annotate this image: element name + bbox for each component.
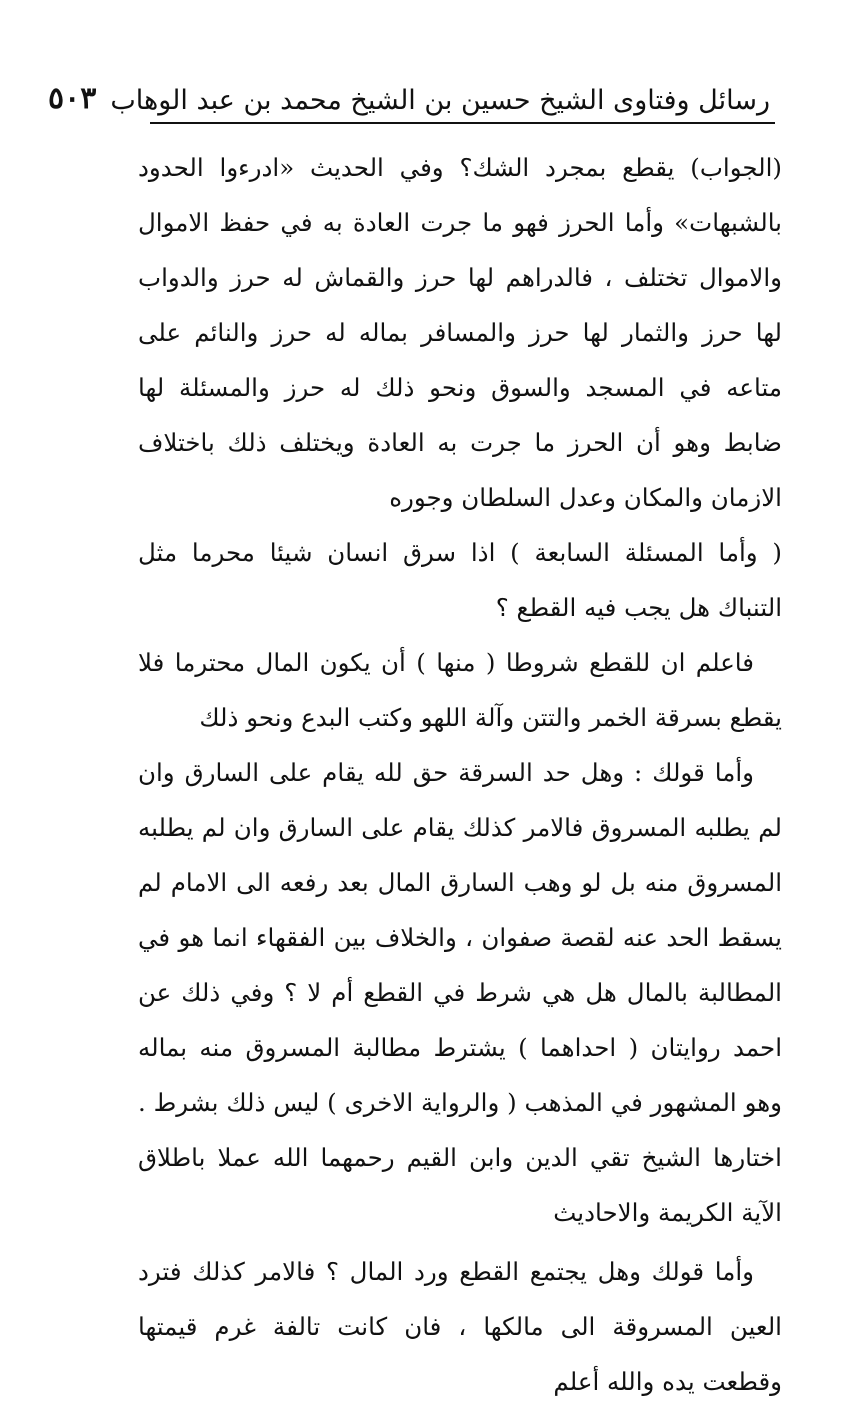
paragraph-return-of-property: وأما قولك وهل يجتمع القطع ورد المال ؟ فالامر كذلك فترد العين المسروقة الى مالكها ، فان كانت تالفة غرم قيمتها وقطعت يده والله أعلم [138, 1257, 782, 1396]
paragraph-conditions-of-cutting: فاعلم ان للقطع شروطا ( منها ) أن يكون المال محترما فلا يقطع بسرقة الخمر والتتن وآلة اللهو وكتب البدع ونحو ذلك [138, 648, 782, 732]
page-number: ٥٠٣ [48, 81, 97, 116]
paragraph-answer-hirz: (الجواب) يقطع بمجرد الشك؟ وفي الحديث «ادرءوا الحدود بالشبهات» وأما الحرز فهو ما جرت العادة به في حفظ الاموال والاموال تختلف ، فالدراهم لها حرز والقماش له حرز والدواب لها حرز والثمار لها حرز والمسافر بماله له حرز والنائم على متاعه في المسجد والسوق ونحو ذلك له حرز والمسئلة لها ضابط وهو أن الحرز ما جرت به العادة ويختلف ذلك باختلاف الازمان والمكان وعدل السلطان وجوره [138, 153, 782, 512]
paragraph-right-of-allah: وأما قولك : وهل حد السرقة حق لله يقام على السارق وان لم يطلبه المسروق فالامر كذلك يقام على السارق وان لم يطلبه المسروق منه بل لو وهب السارق المال بعد رفعه الى الامام لم يسقط الحد عنه لقصة صفوان ، والخلاف بين الفقهاء انما هو في المطالبة بالمال هل هي شرط في القطع أم لا ؟ وفي ذلك عن احمد روايتان ( احداهما ) يشترط مطالبة المسروق منه بماله وهو المشهور في المذهب ( والرواية الاخرى ) ليس ذلك بشرط . اختارها الشيخ تقي الدين وابن القيم رحمهما الله عملا باطلاق الآية الكريمة والاحاديث [138, 758, 782, 1227]
header-rule [150, 122, 775, 124]
body-text [138, 140, 782, 1409]
running-header [48, 72, 770, 116]
paragraph-seventh-question: ( وأما المسئلة السابعة ) اذا سرق انسان شيئا محرما مثل التنباك هل يجب فيه القطع ؟ [138, 538, 782, 622]
header-title: رسائل وفتاوى الشيخ حسين بن الشيخ محمد بن عبد الوهاب [110, 85, 770, 116]
